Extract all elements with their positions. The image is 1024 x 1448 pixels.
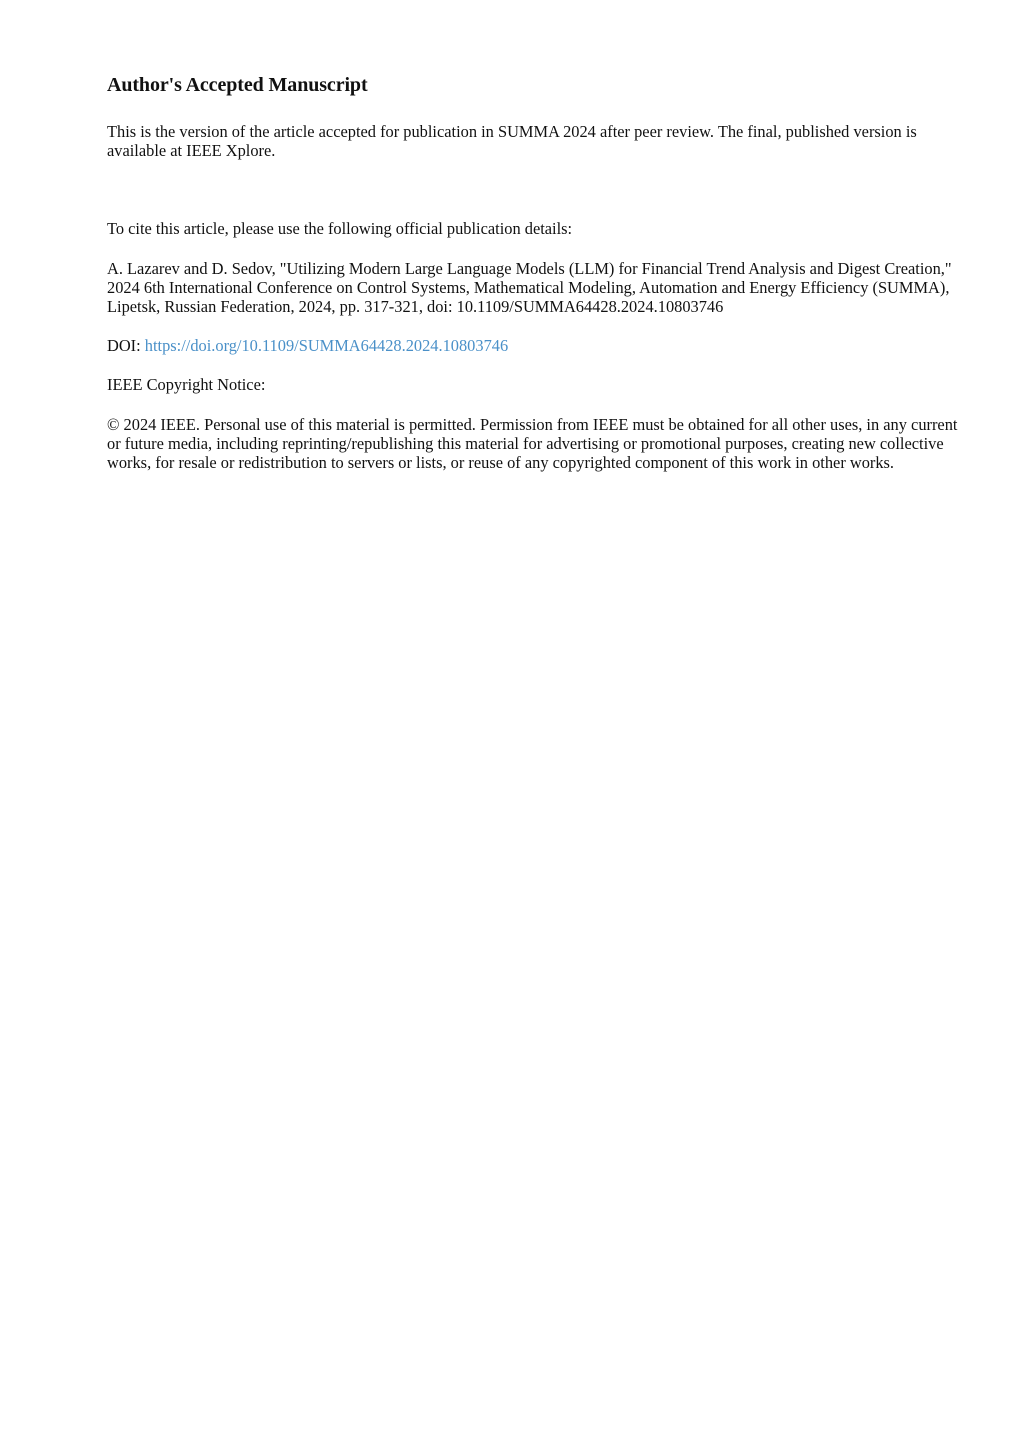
doi-label: DOI: bbox=[107, 336, 145, 356]
copyright-heading: IEEE Copyright Notice: bbox=[107, 375, 266, 395]
doi-line bbox=[107, 336, 968, 355]
document-title: Author's Accepted Manuscript bbox=[107, 74, 368, 96]
doi-link[interactable]: https://doi.org/10.1109/SUMMA64428.2024.10803746 bbox=[144, 336, 509, 356]
copyright-notice: © 2024 IEEE. Personal use of this material is permitted. Permission from IEEE must be obtained for all other uses, in any current or future media, including reprinting/republishing this material for advertising or promotional purposes, creating new collective works, for resale or redistribution to servers or lists, or reuse of any copyrighted component of this work in other works. bbox=[107, 414, 958, 473]
cite-instruction: To cite this article, please use the following official publication details: bbox=[107, 219, 573, 239]
intro-paragraph: This is the version of the article accepted for publication in SUMMA 2024 after peer review. The final, published version is available at IEEE Xplore. bbox=[107, 122, 917, 161]
citation-text: A. Lazarev and D. Sedov, "Utilizing Modern Large Language Models (LLM) for Financial Trend Analysis and Digest Creation," 2024 6th International Conference on Control Systems, Mathematical Modeling, Automation and Energy Efficiency (SUMMA), Lipetsk, Russian Federation, 2024, pp. 317-321, doi: 10.1109/SUMMA64428.2024.10803746 bbox=[107, 258, 952, 317]
